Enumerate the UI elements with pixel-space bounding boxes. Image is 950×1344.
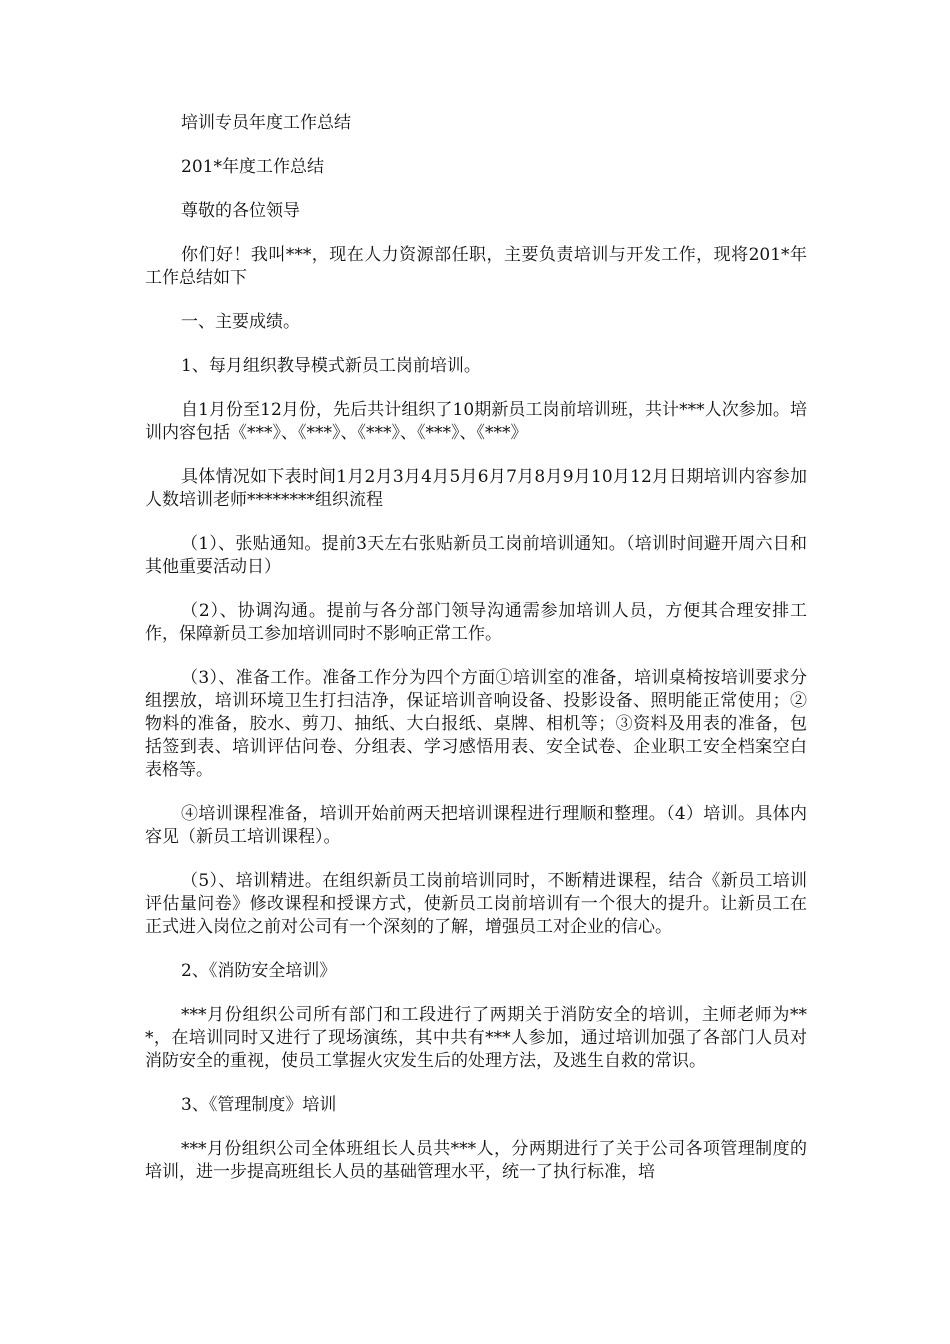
item-heading-management-rules: 3、《管理制度》培训 — [181, 1095, 337, 1115]
body-paragraph: ***月份组织公司全体班组长人员共***人，分两期进行了关于公司各项管理制度的培训，进一步提高班组长人员的基础管理水平，统一了执行标准，培 — [145, 1139, 807, 1182]
body-paragraph: （1）、张贴通知。提前3天左右张贴新员工岗前培训通知。（培训时间避开周六日和其他重要活动日） — [145, 534, 807, 577]
section-heading-achievements: 一、主要成绩。 — [181, 312, 300, 332]
body-paragraph: 自1月份至12月份，先后共计组织了10期新员工岗前培训班，共计***人次参加。培训内容包括《***》、《***》、《***》、《***》、《***》 — [145, 400, 807, 443]
item-heading-fire-safety: 2、《消防安全培训》 — [181, 961, 337, 981]
salutation: 尊敬的各位领导 — [181, 201, 300, 221]
body-paragraph: （3）、准备工作。准备工作分为四个方面①培训室的准备，培训桌椅按培训要求分组摆放，培训环境卫生打扫洁净，保证培训音响设备、投影设备、照明能正常使用；②物料的准备，胶水、剪刀、抽纸、大白报纸、桌牌、相机等；③资料及用表的准备，包括签到表、培训评估问卷、分组表、学习感悟用表、安全试卷、企业职工安全档案空白表格等。 — [145, 668, 807, 780]
document-subtitle: 201*年度工作总结 — [181, 157, 324, 177]
body-paragraph: （2）、协调沟通。提前与各分部门领导沟通需参加培训人员，方便其合理安排工作，保障新员工参加培训同时不影响正常工作。 — [145, 601, 807, 644]
body-paragraph: ④培训课程准备，培训开始前两天把培训课程进行理顺和整理。（4）培训。具体内容见（新员工培训课程）。 — [145, 804, 807, 847]
document-title: 培训专员年度工作总结 — [181, 113, 351, 133]
body-paragraph: ***月份组织公司所有部门和工段进行了两期关于消防安全的培训，主师老师为***，在培训同时又进行了现场演练，其中共有***人参加，通过培训加强了各部门人员对消防安全的重视，使员工掌握火灾发生后的处理方法，及逃生自救的常识。 — [145, 1005, 807, 1071]
body-paragraph: （5）、培训精进。在组织新员工岗前培训同时，不断精进课程，结合《新员工培训评估量问卷》修改课程和授课方式，使新员工岗前培训有一个很大的提升。让新员工在正式进入岗位之前对公司有一个深刻的了解，增强员工对企业的信心。 — [145, 871, 807, 937]
intro-paragraph: 你们好！我叫***，现在人力资源部任职，主要负责培训与开发工作，现将201*年工作总结如下 — [145, 245, 807, 288]
body-paragraph: 具体情况如下表时间1月2月3月4月5月6月7月8月9月10月12月日期培训内容参加人数培训老师********组织流程 — [145, 467, 807, 510]
document-page — [145, 112, 807, 1205]
item-heading-onboarding-training: 1、每月组织教导模式新员工岗前培训。 — [181, 356, 481, 376]
